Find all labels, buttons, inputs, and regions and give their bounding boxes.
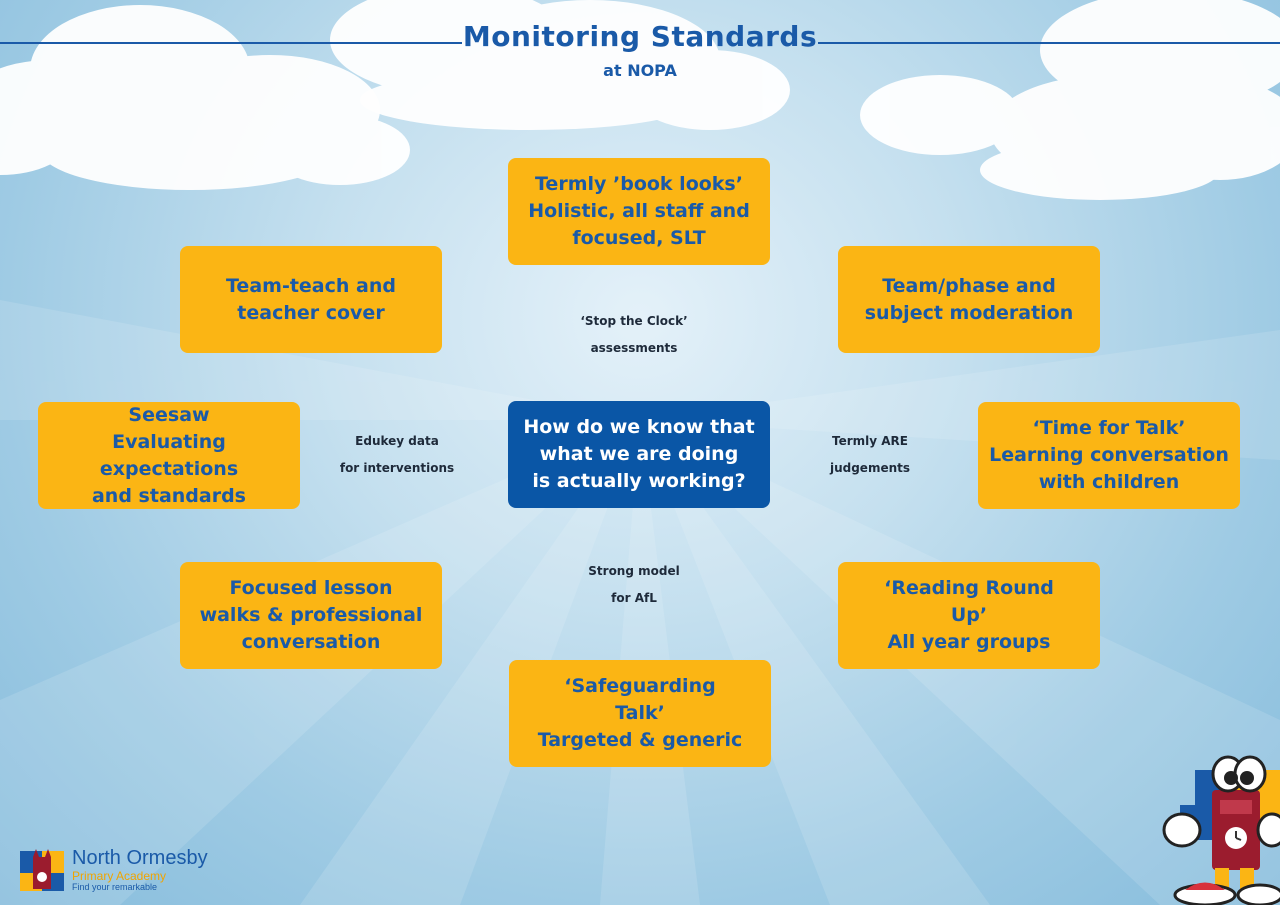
logo-school-name: North Ormesby — [72, 847, 208, 869]
box-seesaw: Seesaw Evaluating expectations and standards — [38, 402, 300, 509]
mascot-icon — [1150, 750, 1280, 905]
box-safeguarding: ‘Safeguarding Talk’ Targeted & generic — [509, 660, 771, 767]
box-team-teach: Team-teach and teacher cover — [180, 246, 442, 353]
school-logo — [20, 845, 250, 895]
center-question-box: How do we know that what we are doing is actually working? — [508, 401, 770, 508]
note-edukey: Edukey data for interventions — [339, 434, 455, 475]
page-title: Monitoring Standards — [462, 20, 818, 53]
box-lesson-walks: Focused lesson walks & professional conversation — [180, 562, 442, 669]
box-time-for-talk: ‘Time for Talk’ Learning conversation with children — [978, 402, 1240, 509]
box-book-looks: Termly ’book looks’ Holistic, all staff and focused, SLT — [508, 158, 770, 265]
box-moderation: Team/phase and subject moderation — [838, 246, 1100, 353]
note-afl: Strong model for AfL — [588, 564, 680, 605]
box-reading-round-up: ‘Reading Round Up’ All year groups — [838, 562, 1100, 669]
note-stop-the-clock: ‘Stop the Clock’ assessments — [580, 314, 688, 355]
logo-tagline: Find your remarkable — [72, 882, 158, 892]
school-crest-icon — [20, 847, 64, 891]
logo-school-type: Primary Academy — [72, 869, 167, 883]
page-subtitle: at NOPA — [603, 61, 677, 80]
note-termly-are: Termly ARE judgements — [829, 434, 911, 475]
